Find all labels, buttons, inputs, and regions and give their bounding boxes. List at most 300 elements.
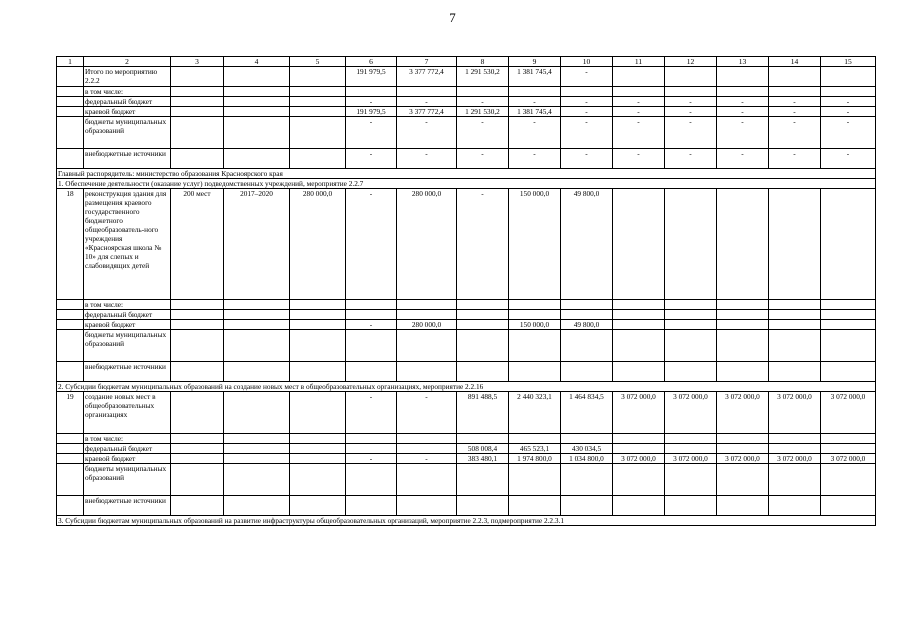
table-cell: - [346, 97, 397, 107]
table-cell [769, 320, 821, 330]
table-cell: - [665, 117, 717, 149]
table-cell [171, 117, 224, 149]
table-cell [561, 300, 613, 310]
table-cell: - [509, 149, 561, 169]
column-header-6: 6 [346, 57, 397, 67]
table-cell [57, 454, 84, 464]
table-cell: - [346, 149, 397, 169]
table-row [57, 117, 876, 149]
table-cell [613, 362, 665, 382]
table-cell [561, 330, 613, 362]
table-cell [665, 496, 717, 516]
table-row [57, 330, 876, 362]
table-cell [346, 444, 397, 454]
table-cell [613, 464, 665, 496]
table-cell: 1 974 800,0 [509, 454, 561, 464]
table-cell: 280 000,0 [397, 320, 457, 330]
table-cell [290, 300, 346, 310]
table-cell [613, 330, 665, 362]
table-cell [717, 330, 769, 362]
table-cell [613, 87, 665, 97]
section-title: Главный распорядитель: министерство образования Красноярского края [57, 169, 876, 179]
table-cell: - [665, 97, 717, 107]
table-cell: - [613, 97, 665, 107]
table-cell: 49 800,0 [561, 320, 613, 330]
table-cell [665, 189, 717, 300]
table-row [57, 454, 876, 464]
table-cell [290, 97, 346, 107]
table-cell [346, 496, 397, 516]
table-cell [171, 107, 224, 117]
table-cell [717, 300, 769, 310]
row-label-cell: федеральный бюджет [84, 444, 171, 454]
table-cell [290, 67, 346, 87]
table-cell [821, 444, 876, 454]
row-label-cell: внебюджетные источники [84, 149, 171, 169]
table-cell [821, 464, 876, 496]
table-cell [457, 310, 509, 320]
table-cell: - [769, 107, 821, 117]
table-cell [224, 97, 290, 107]
table-cell [224, 107, 290, 117]
table-cell [57, 434, 84, 444]
table-cell [346, 434, 397, 444]
table-cell [346, 330, 397, 362]
column-header-3: 3 [171, 57, 224, 67]
table-cell [613, 300, 665, 310]
table-cell: - [457, 149, 509, 169]
table-cell: - [561, 149, 613, 169]
table-cell [57, 464, 84, 496]
table-cell [290, 464, 346, 496]
table-cell [717, 434, 769, 444]
table-cell [290, 87, 346, 97]
table-cell [457, 87, 509, 97]
table-cell [57, 300, 84, 310]
column-header-10: 10 [561, 57, 613, 67]
table-cell [171, 320, 224, 330]
row-label-cell: в том числе: [84, 300, 171, 310]
table-cell [509, 300, 561, 310]
column-header-15: 15 [821, 57, 876, 67]
table-cell [171, 87, 224, 97]
table-cell [717, 67, 769, 87]
table-cell [290, 434, 346, 444]
table-cell [665, 434, 717, 444]
table-row [57, 464, 876, 496]
table-cell [613, 320, 665, 330]
table-cell [224, 117, 290, 149]
table-cell [613, 444, 665, 454]
table-cell: 3 072 000,0 [821, 392, 876, 434]
table-cell: - [821, 117, 876, 149]
table-cell [613, 310, 665, 320]
table-cell: - [613, 117, 665, 149]
table-cell: - [561, 97, 613, 107]
table-cell: 150 000,0 [509, 189, 561, 300]
table-cell [821, 320, 876, 330]
table-cell: 3 377 772,4 [397, 67, 457, 87]
table-cell [769, 444, 821, 454]
table-cell: - [717, 149, 769, 169]
table-cell [561, 362, 613, 382]
table-cell: - [821, 107, 876, 117]
table-cell [290, 310, 346, 320]
table-row [57, 107, 876, 117]
table-cell [290, 320, 346, 330]
column-header-13: 13 [717, 57, 769, 67]
table-cell: - [509, 97, 561, 107]
table-cell: 3 072 000,0 [769, 454, 821, 464]
table-cell [561, 496, 613, 516]
table-cell [509, 464, 561, 496]
table-cell [561, 434, 613, 444]
row-label-cell: краевой бюджет [84, 107, 171, 117]
table-cell: 2 440 323,1 [509, 392, 561, 434]
table-cell [665, 87, 717, 97]
table-cell [769, 310, 821, 320]
table-cell [57, 320, 84, 330]
table-cell: 430 034,5 [561, 444, 613, 454]
table-cell: - [665, 107, 717, 117]
table-cell [57, 362, 84, 382]
table-cell [57, 496, 84, 516]
table-cell [224, 300, 290, 310]
table-cell [397, 310, 457, 320]
table-cell [821, 362, 876, 382]
table-cell [290, 107, 346, 117]
table-cell: - [509, 117, 561, 149]
table-cell: 49 800,0 [561, 189, 613, 300]
table-cell: 3 072 000,0 [717, 454, 769, 464]
table-cell [224, 434, 290, 444]
row-label-cell: бюджеты муниципальных образований [84, 464, 171, 496]
row-label-cell: реконструкция здания для размещения краевого государственного бюджетного общеобразователь-ного учреждения «Красноярская школа № 10» для слепых и слабовидящих детей [84, 189, 171, 300]
table-cell [171, 330, 224, 362]
table-cell [717, 496, 769, 516]
table-cell [397, 496, 457, 516]
table-cell [224, 496, 290, 516]
table-cell [290, 330, 346, 362]
table-cell [769, 496, 821, 516]
table-cell [224, 454, 290, 464]
column-header-11: 11 [613, 57, 665, 67]
table-cell: - [769, 117, 821, 149]
row-label-cell: федеральный бюджет [84, 310, 171, 320]
table-cell: 191 979,5 [346, 107, 397, 117]
table-cell [171, 300, 224, 310]
table-cell [290, 496, 346, 516]
table-cell [821, 189, 876, 300]
table-cell [509, 362, 561, 382]
table-cell [457, 496, 509, 516]
table-cell: 1 464 834,5 [561, 392, 613, 434]
column-header-2: 2 [84, 57, 171, 67]
table-cell [171, 362, 224, 382]
section-row [57, 382, 876, 392]
table-cell [821, 330, 876, 362]
table-cell [509, 310, 561, 320]
section-row [57, 179, 876, 189]
table-cell [397, 362, 457, 382]
table-cell: - [613, 107, 665, 117]
table-cell: 383 480,1 [457, 454, 509, 464]
table-row [57, 320, 876, 330]
section-title: 2. Субсидии бюджетам муниципальных образований на создание новых мест в общеобразовательных организациях, мероприятие 2.2.16 [57, 382, 876, 392]
table-cell [57, 67, 84, 87]
table-cell [457, 330, 509, 362]
table-cell: 280 000,0 [397, 189, 457, 300]
table-cell: 508 008,4 [457, 444, 509, 454]
table-cell: - [717, 117, 769, 149]
table-cell: 280 000,0 [290, 189, 346, 300]
table-cell: - [346, 392, 397, 434]
section-title: 1. Обеспечение деятельности (оказание услуг) подведомственных учреждений, мероприятие 2.2.7 [57, 179, 876, 189]
table-cell: - [769, 149, 821, 169]
table-cell [821, 434, 876, 444]
table-cell [665, 67, 717, 87]
table-cell [57, 87, 84, 97]
table-row [57, 189, 876, 300]
table-cell: - [561, 67, 613, 87]
table-cell [224, 444, 290, 454]
column-header-row [57, 57, 876, 67]
table-cell [717, 444, 769, 454]
table-cell: - [397, 117, 457, 149]
column-header-1: 1 [57, 57, 84, 67]
budget-table [56, 56, 876, 526]
section-title: 3. Субсидии бюджетам муниципальных образований на развитие инфраструктуры общеобразовательных организаций, мероприятие 2.2.3, подмероприятие 2.2.3.1 [57, 516, 876, 526]
table-cell: 3 072 000,0 [717, 392, 769, 434]
table-row [57, 67, 876, 87]
table-cell [665, 444, 717, 454]
table-cell [171, 67, 224, 87]
row-label-cell: в том числе: [84, 87, 171, 97]
table-cell [346, 300, 397, 310]
table-cell [769, 189, 821, 300]
table-cell: 191 979,5 [346, 67, 397, 87]
table-cell [224, 310, 290, 320]
table-cell [57, 444, 84, 454]
table-cell [665, 310, 717, 320]
table-cell [457, 362, 509, 382]
table-cell [821, 67, 876, 87]
table-cell: 18 [57, 189, 84, 300]
table-row [57, 444, 876, 454]
table-cell [171, 310, 224, 320]
table-cell [397, 330, 457, 362]
table-row [57, 87, 876, 97]
table-body [57, 57, 876, 526]
table-cell [821, 87, 876, 97]
table-cell [665, 464, 717, 496]
table-cell: 3 377 772,4 [397, 107, 457, 117]
table-cell: - [457, 189, 509, 300]
table-cell [665, 362, 717, 382]
table-cell: - [821, 149, 876, 169]
table-cell [509, 434, 561, 444]
table-cell [57, 149, 84, 169]
column-header-9: 9 [509, 57, 561, 67]
table-cell [769, 434, 821, 444]
table-cell [561, 310, 613, 320]
table-cell [717, 189, 769, 300]
table-cell: 1 291 530,2 [457, 67, 509, 87]
table-cell: - [346, 320, 397, 330]
table-row [57, 310, 876, 320]
table-cell [717, 310, 769, 320]
table-cell [290, 454, 346, 464]
table-cell [561, 464, 613, 496]
table-cell [769, 300, 821, 310]
table-cell [57, 107, 84, 117]
table-cell [769, 464, 821, 496]
table-cell: 891 488,5 [457, 392, 509, 434]
row-label-cell: бюджеты муниципальных образований [84, 117, 171, 149]
row-label-cell: внебюджетные источники [84, 362, 171, 382]
table-cell [717, 464, 769, 496]
column-header-5: 5 [290, 57, 346, 67]
table-cell: 465 523,1 [509, 444, 561, 454]
table-cell [171, 464, 224, 496]
table-cell [290, 149, 346, 169]
page-number: 7 [449, 10, 456, 25]
table-cell: - [717, 97, 769, 107]
table-cell [290, 117, 346, 149]
table-cell [57, 330, 84, 362]
table-cell [457, 300, 509, 310]
table-cell [171, 97, 224, 107]
table-cell: - [561, 117, 613, 149]
table-cell [346, 362, 397, 382]
table-cell [57, 117, 84, 149]
table-cell [769, 362, 821, 382]
table-row [57, 300, 876, 310]
table-cell [57, 310, 84, 320]
table-cell [171, 454, 224, 464]
table-cell [509, 496, 561, 516]
table-cell [171, 496, 224, 516]
table-cell: 150 000,0 [509, 320, 561, 330]
table-cell [509, 330, 561, 362]
table-cell [171, 434, 224, 444]
table-cell [397, 434, 457, 444]
row-label-cell: бюджеты муниципальных образований [84, 330, 171, 362]
column-header-8: 8 [457, 57, 509, 67]
table-cell: 3 072 000,0 [613, 454, 665, 464]
table-cell [821, 496, 876, 516]
row-label-cell: краевой бюджет [84, 454, 171, 464]
table-cell: - [397, 97, 457, 107]
section-row [57, 169, 876, 179]
table-cell [561, 87, 613, 97]
table-cell [171, 392, 224, 434]
table-cell [171, 149, 224, 169]
table-cell: 3 072 000,0 [665, 454, 717, 464]
table-cell [346, 87, 397, 97]
table-cell: - [769, 97, 821, 107]
table-cell: - [457, 97, 509, 107]
table-cell [224, 149, 290, 169]
table-cell [665, 320, 717, 330]
table-cell: 3 072 000,0 [821, 454, 876, 464]
table-cell: 1 381 745,4 [509, 107, 561, 117]
column-header-12: 12 [665, 57, 717, 67]
table-cell [613, 434, 665, 444]
row-label-cell: внебюджетные источники [84, 496, 171, 516]
table-row [57, 496, 876, 516]
table-cell [769, 87, 821, 97]
table-cell [224, 320, 290, 330]
table-cell [717, 87, 769, 97]
table-cell [224, 362, 290, 382]
table-cell [509, 87, 561, 97]
table-cell: 1 291 530,2 [457, 107, 509, 117]
table-cell [769, 67, 821, 87]
row-label-cell: Итого по мероприятию 2.2.2 [84, 67, 171, 87]
table-cell [457, 464, 509, 496]
table-cell [290, 392, 346, 434]
table-cell [290, 362, 346, 382]
table-cell [613, 189, 665, 300]
table-cell [613, 67, 665, 87]
row-label-cell: федеральный бюджет [84, 97, 171, 107]
table-cell [397, 444, 457, 454]
table-cell: 2017–2020 [224, 189, 290, 300]
table-cell [290, 444, 346, 454]
table-row [57, 149, 876, 169]
column-header-7: 7 [397, 57, 457, 67]
table-cell [821, 300, 876, 310]
table-cell [346, 310, 397, 320]
table-cell [665, 330, 717, 362]
table-cell [613, 496, 665, 516]
table-row [57, 392, 876, 434]
table-cell [717, 362, 769, 382]
row-label-cell: создание новых мест в общеобразовательных организациях [84, 392, 171, 434]
table-cell [171, 444, 224, 454]
table-cell: 1 034 800,0 [561, 454, 613, 464]
table-cell [224, 464, 290, 496]
table-cell [397, 464, 457, 496]
column-header-14: 14 [769, 57, 821, 67]
table-cell: - [397, 454, 457, 464]
row-label-cell: в том числе: [84, 434, 171, 444]
table-cell [397, 300, 457, 310]
table-cell: 19 [57, 392, 84, 434]
table-cell: - [561, 107, 613, 117]
table-cell: - [665, 149, 717, 169]
table-cell: 1 381 745,4 [509, 67, 561, 87]
table-cell: - [821, 97, 876, 107]
table-cell: 3 072 000,0 [665, 392, 717, 434]
table-cell [769, 330, 821, 362]
table-cell: - [346, 454, 397, 464]
table-row [57, 97, 876, 107]
table-row [57, 362, 876, 382]
table-cell: - [346, 117, 397, 149]
section-row [57, 516, 876, 526]
table-cell [457, 434, 509, 444]
table-cell: 3 072 000,0 [769, 392, 821, 434]
table-cell: 200 мест [171, 189, 224, 300]
table-cell: - [397, 149, 457, 169]
table-cell: - [397, 392, 457, 434]
table-cell: - [613, 149, 665, 169]
table-cell [224, 330, 290, 362]
table-cell [717, 320, 769, 330]
table-row [57, 434, 876, 444]
